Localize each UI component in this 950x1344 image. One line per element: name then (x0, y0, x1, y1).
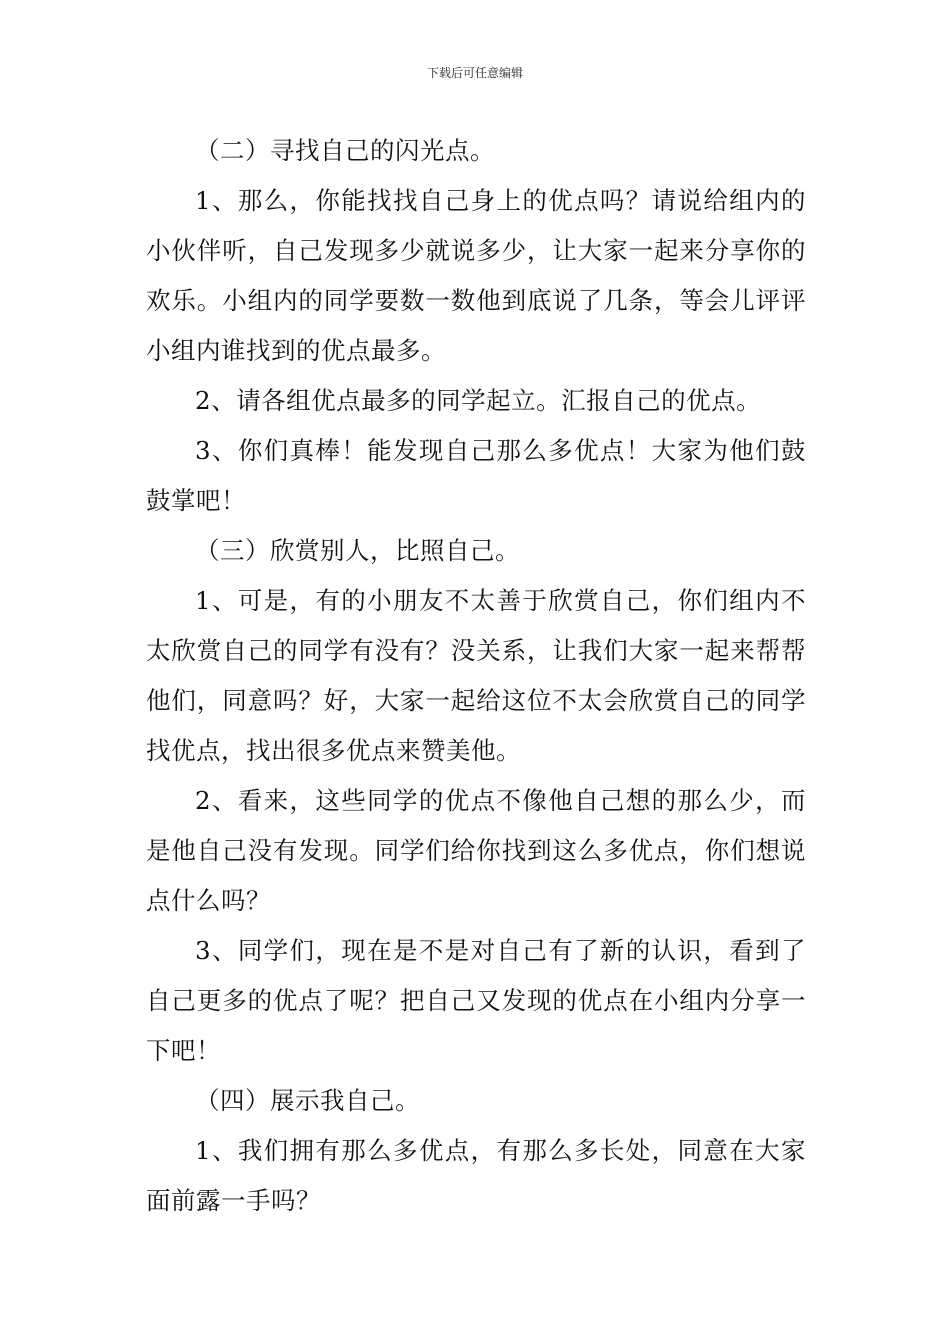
section-heading: （三）欣赏别人，比照自己。 (195, 536, 520, 565)
paragraph: 1、可是，有的小朋友不太善于欣赏自己，你们组内不太欣赏自己的同学有没有？没关系，让我们大家一起来帮帮他们，同意吗？好，大家一起给这位不太会欣赏自己的同学找优点，找出很多优点来赞美他。 (146, 586, 806, 765)
paragraph: 2、看来，这些同学的优点不像他自己想的那么少，而是他自己没有发现。同学们给你找到这么多优点，你们想说点什么吗？ (146, 786, 806, 915)
document-body (146, 126, 806, 1226)
paragraph: 1、我们拥有那么多优点，有那么多长处，同意在大家面前露一手吗？ (146, 1136, 806, 1215)
section-heading: （二）寻找自己的闪光点。 (195, 136, 495, 165)
section-heading: （四）展示我自己。 (195, 1086, 420, 1115)
page-header: 下载后可任意编辑 (426, 66, 523, 80)
paragraph: 3、同学们，现在是不是对自己有了新的认识，看到了自己更多的优点了呢？把自己又发现的优点在小组内分享一下吧！ (146, 936, 806, 1065)
paragraph: 3、你们真棒！能发现自己那么多优点！大家为他们鼓鼓掌吧！ (146, 436, 806, 515)
paragraph: 2、请各组优点最多的同学起立。汇报自己的优点。 (195, 386, 762, 415)
paragraph: 1、那么，你能找找自己身上的优点吗？请说给组内的小伙伴听，自己发现多少就说多少，让大家一起来分享你的欢乐。小组内的同学要数一数他到底说了几条，等会儿评评小组内谁找到的优点最多。 (146, 186, 806, 365)
